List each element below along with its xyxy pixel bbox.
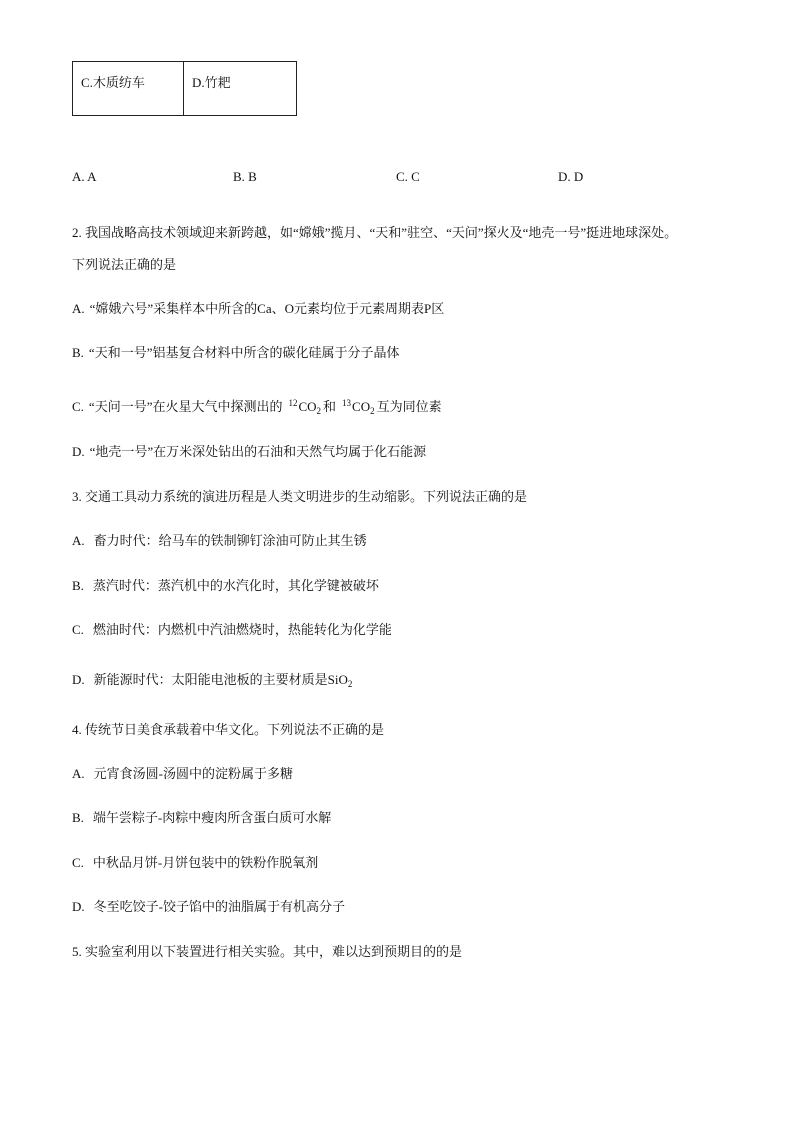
option-text: 端午尝粽子-肉粽中瘦肉所含蛋白质可水解: [92, 810, 332, 825]
q3-option-a: [72, 533, 367, 549]
formula-subscript: 2: [316, 406, 322, 416]
option-label: C.: [72, 855, 84, 870]
q3-option-b: [72, 578, 379, 594]
option-label: D.: [72, 444, 85, 459]
q1-table-cell-d: D.竹耙: [192, 75, 231, 90]
mass-number: 12: [288, 398, 298, 408]
option-label: D.: [72, 899, 85, 914]
formula-body: CO: [298, 399, 317, 414]
isotope-formula-2: [342, 395, 375, 419]
option-label: A.: [72, 301, 85, 316]
q2-option-a: [72, 301, 444, 317]
q1-option-a: A. A: [72, 169, 97, 184]
option-label: B.: [72, 810, 84, 825]
q2-option-b: [72, 345, 399, 361]
q1-option-b: B. B: [233, 169, 257, 184]
q4-option-d: [72, 899, 345, 915]
q2-stem-line-2: 下列说法正确的是: [72, 257, 177, 272]
isotope-formula-1: [288, 395, 321, 419]
q1-choice-table: [72, 61, 297, 116]
option-text: 中秋品月饼-月饼包装中的铁粉作脱氧剂: [92, 855, 319, 870]
option-text: 蒸汽时代：蒸汽机中的水汽化时，其化学键被破坏: [92, 578, 379, 593]
option-label: C.: [72, 622, 84, 637]
option-label: B.: [72, 578, 84, 593]
option-label: B.: [72, 345, 84, 360]
option-text-after: 互为同位素: [376, 399, 442, 414]
mass-number: 13: [342, 398, 352, 408]
option-text: “天和一号”铝基复合材料中所含的碳化硅属于分子晶体: [88, 345, 400, 360]
q3-stem: 3. 交通工具动力系统的演进历程是人类文明进步的生动缩影。下列说法正确的是: [72, 489, 528, 504]
option-label: D.: [72, 672, 85, 687]
chemical-formula: [328, 672, 353, 687]
q4-option-b: [72, 810, 331, 826]
q2-stem-line-1: 2. 我国战略高技术领域迎来新跨越，如“嫦娥”揽月、“天和”驻空、“天问”探火及“地壳一号”挺进地球深处。: [72, 225, 678, 240]
q1-option-c: C. C: [396, 169, 420, 184]
q4-option-c: [72, 855, 318, 871]
option-text: “嫦娥六号”采集样本中所含的Ca、O元素均位于元素周期表P区: [89, 301, 445, 316]
q2-option-d: [72, 444, 426, 460]
q4-option-a: [72, 766, 293, 782]
option-label: A.: [72, 533, 85, 548]
option-conjunction: 和: [323, 399, 337, 414]
q3-option-c: [72, 622, 392, 638]
q4-stem: 4. 传统节日美食承载着中华文化。下列说法不正确的是: [72, 722, 385, 737]
option-text: 冬至吃饺子-饺子馅中的油脂属于有机高分子: [93, 899, 345, 914]
option-text: 燃油时代：内燃机中汽油燃烧时，热能转化为化学能: [92, 622, 392, 637]
option-label: C.: [72, 399, 84, 414]
option-text: 元宵食汤圆-汤圆中的淀粉属于多糖: [93, 766, 293, 781]
q5-stem: 5. 实验室利用以下装置进行相关实验。其中，难以达到预期目的的是: [72, 944, 463, 959]
formula-subscript: 2: [347, 679, 353, 689]
option-text: 畜力时代：给马车的铁制铆钉涂油可防止其生锈: [93, 533, 367, 548]
option-text-before: “天问一号”在火星大气中探测出的: [88, 399, 283, 414]
option-text: 新能源时代：太阳能电池板的主要材质是: [93, 672, 328, 687]
formula-subscript: 2: [370, 406, 375, 416]
q2-option-c: [72, 395, 442, 416]
formula-body: SiO: [327, 672, 348, 687]
option-label: A.: [72, 766, 85, 781]
q1-option-d: D. D: [558, 169, 584, 184]
option-text: “地壳一号”在万米深处钻出的石油和天然气均属于化石能源: [89, 444, 427, 459]
q3-option-d: [72, 672, 352, 688]
formula-body: CO: [352, 399, 371, 414]
q1-table-cell-c: C.木质纺车: [73, 62, 184, 115]
